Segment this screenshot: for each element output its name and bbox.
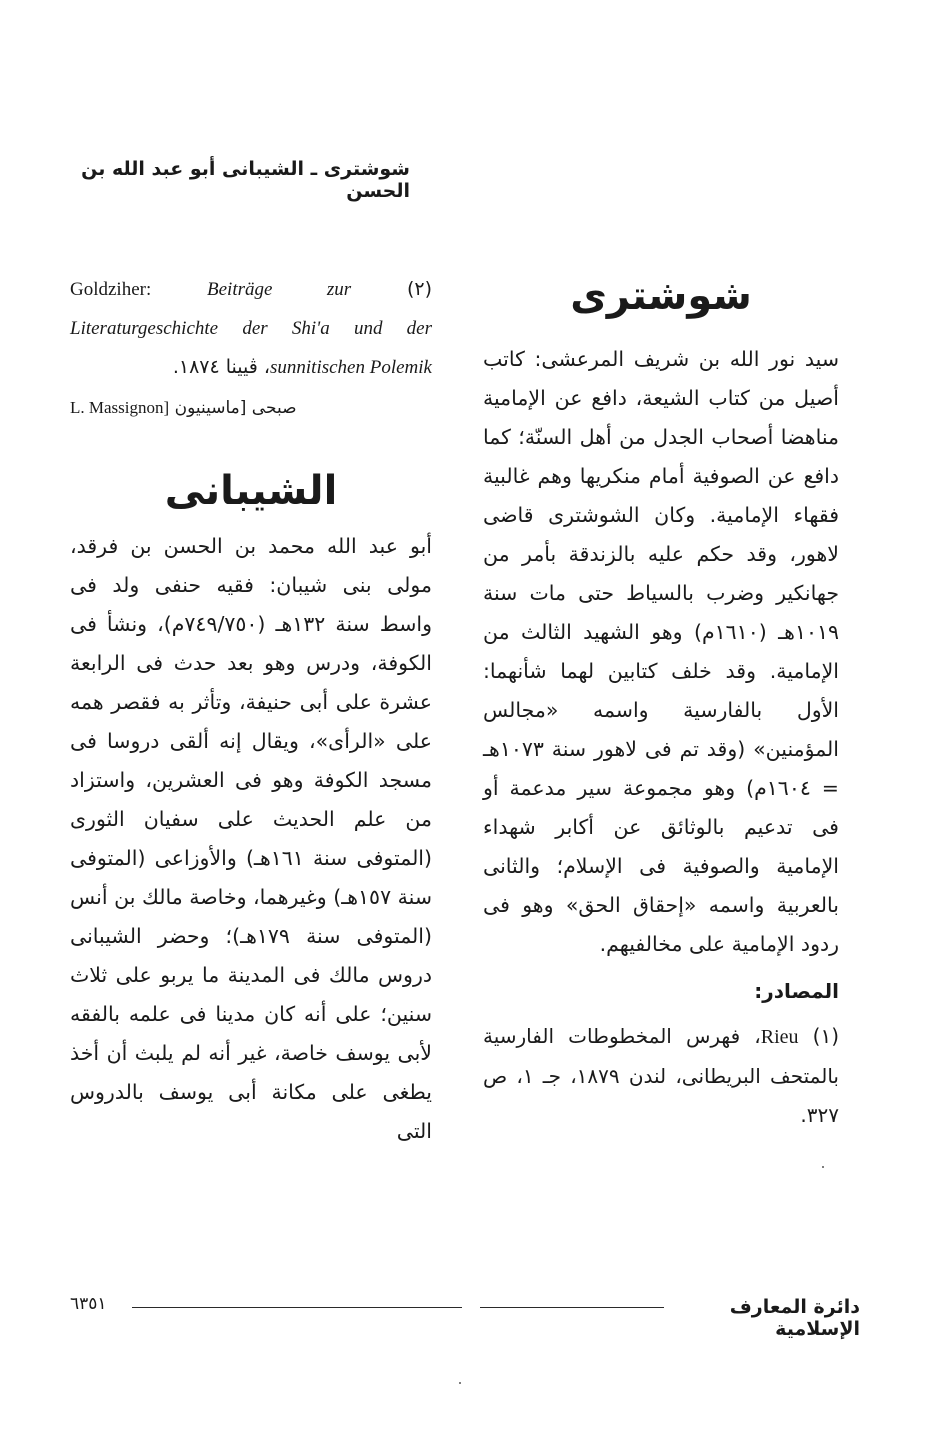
reference-place: ، ڤيينا ١٨٧٤. xyxy=(172,356,270,378)
right-column xyxy=(483,270,839,1135)
source-number: (١) xyxy=(812,1024,839,1048)
footer-rule-right xyxy=(480,1307,664,1308)
sources-heading: المصادر: xyxy=(754,979,839,1003)
running-header: شوشترى ـ الشيبانى أبو عبد الله بن الحسن xyxy=(81,158,410,202)
article-title-shushtari: شوشترى xyxy=(570,273,752,319)
footer-journal-title: دائرة المعارف الإسلامية xyxy=(729,1296,860,1340)
source-author: Rieu xyxy=(760,1026,799,1048)
author-signature xyxy=(70,393,432,423)
signature-arabic: صبحى [ماسينيون xyxy=(174,398,297,418)
left-column xyxy=(70,270,432,1151)
source-text: ، فهرس المخطوطات الفارسية بالمتحف البريطانى، لندن ١٨٧٩، جـ ١، ص ٣٢٧. xyxy=(483,1024,839,1127)
article-body-shushtari: سيد نور الله بن شريف المرعشى: كاتب أصيل من كتاب الشيعة، دافع عن الإمامية مناهضا أصحاب الجدل من أهل السنّة؛ كما دافع عن الصوفية أمام منكريها وهم غالبية فقهاء الإمامية. وكان الشوشترى قاضى لاهور، وقد حكم عليه بالزندقة بأمر من جهانكير وضرب بالسياط حتى مات سنة ١٠١٩هـ (١٦١٠م) وهو الشهيد الثالث من الإمامية. وقد خلف كتابين لهما شأنهما: الأول بالفارسية واسمه «مجالس المؤمنين» (وقد تم فى لاهور سنة ١٠٧٣هـ = ١٦٠٤م) وهو مجموعة سير مدعمة أو فى تدعيم بالوثائق عن أكابر شهداء الإمامية والصوفية فى الإسلام؛ والثانى بالعربية واسمه «إحقاق الحق» وهو فى ردود الإمامية على مخالفيهم. xyxy=(483,347,839,956)
reference-title: Beiträge zur Literaturgeschichte der Shi'a und der sunnitischen Polemik xyxy=(70,279,432,378)
scan-speck xyxy=(822,1166,824,1168)
reference-entry-2 xyxy=(70,270,432,387)
reference-number: (٢) xyxy=(406,278,432,300)
source-entry-1 xyxy=(483,1017,839,1135)
reference-author: Goldziher: xyxy=(70,279,152,300)
page-number: ٦٣٥١ xyxy=(70,1294,107,1314)
scan-speck xyxy=(459,1382,461,1384)
signature-latin: L. Massignon] xyxy=(70,398,170,417)
article-title-shaybani: الشيبانى xyxy=(164,468,338,514)
article-body-shaybani: أبو عبد الله محمد بن الحسن بن فرقد، مولى بنى شيبان: فقيه حنفى ولد فى واسط سنة ١٣٢هـ (٧٤٩/٧٥٠م)، ونشأ فى الكوفة، ودرس وهو بعد حدث فى الرابعة عشرة على أبى حنيفة، وتأثر به فقصر همه على «الرأى»، ويقال إنه ألقى دروسا فى مسجد الكوفة وهو فى العشرين، واستزاد من علم الحديث على سفيان الثورى (المتوفى سنة ١٦١هـ) والأوزاعى (المتوفى سنة ١٥٧هـ) وغيرهما، وخاصة مالك بن أنس (المتوفى سنة ١٧٩هـ)؛ وحضر الشيبانى دروس مالك فى المدينة ما يربو على ثلاث سنين؛ على أنه كان مدينا فى علمه بالفقه لأبى يوسف خاصة، غير أنه لم يلبث أن أخذ يطغى على مكانة أبى يوسف بالدروس التى xyxy=(70,534,433,1143)
footer-rule-left xyxy=(132,1307,462,1308)
